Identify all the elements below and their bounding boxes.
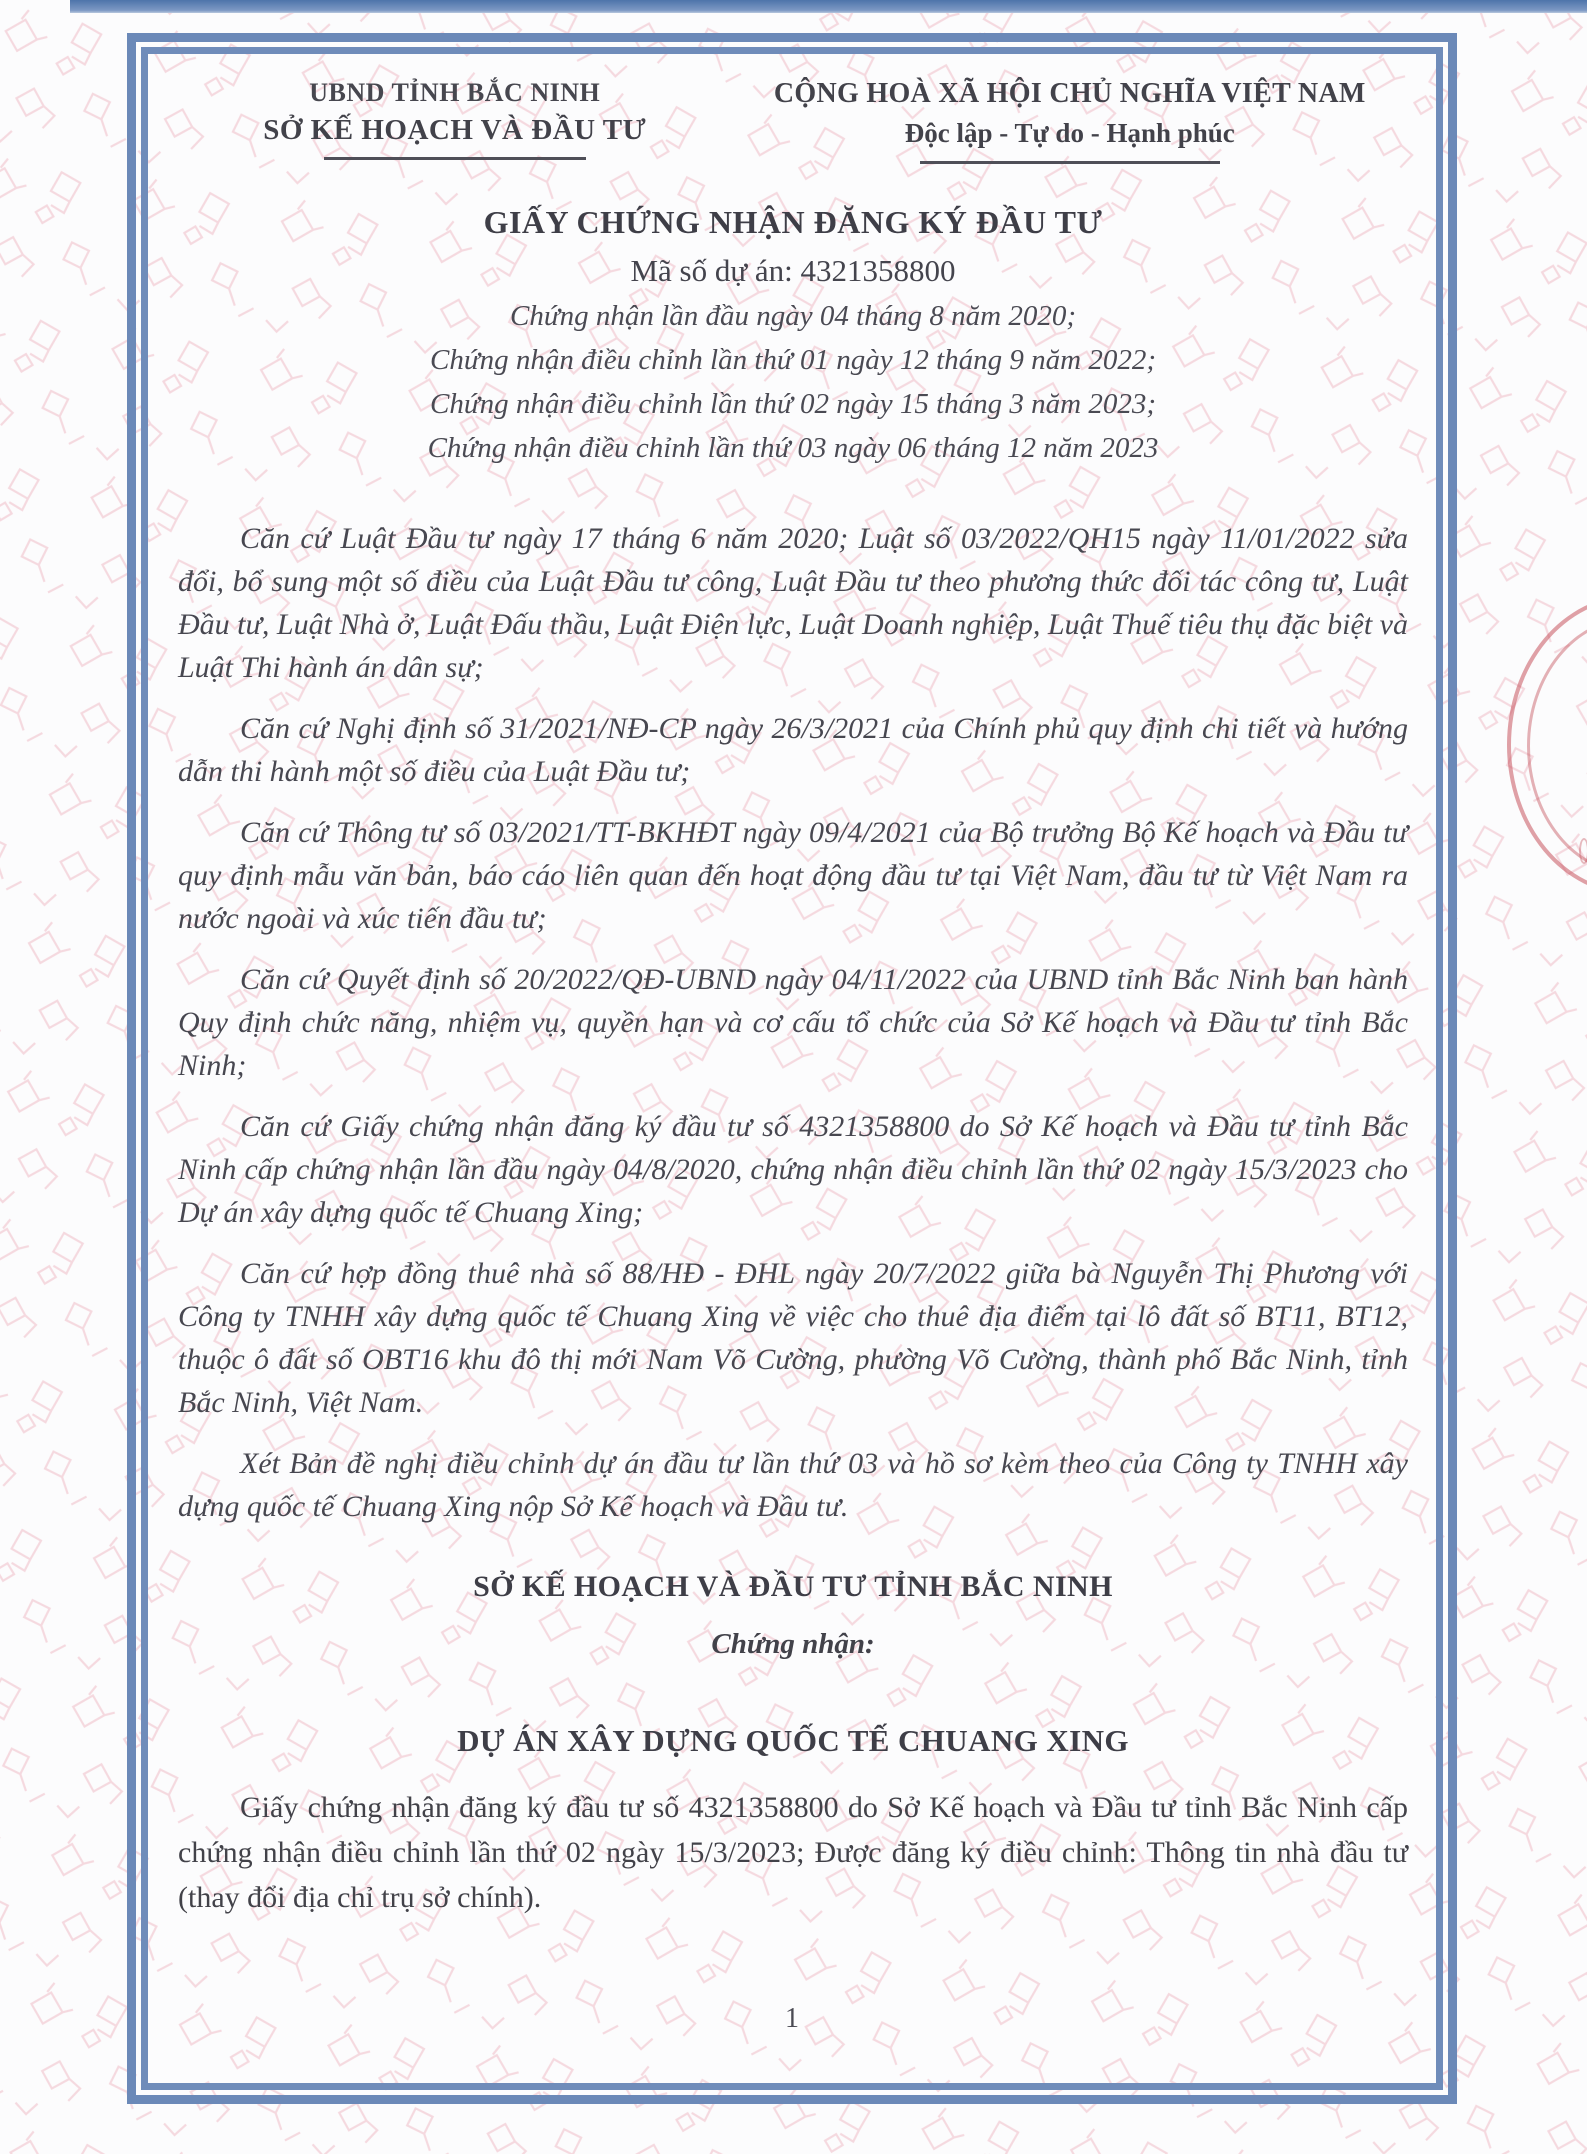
scan-edge-artifact bbox=[70, 0, 1587, 13]
certification-line: Chứng nhận điều chỉnh lần thứ 03 ngày 06 tháng 12 năm 2023 bbox=[427, 432, 1159, 464]
project-title: DỰ ÁN XÂY DỰNG QUỐC TẾ CHUANG XING bbox=[457, 1723, 1129, 1758]
certificate-border-inner bbox=[141, 47, 1443, 2090]
recital-paragraph: Xét Bản đề nghị điều chỉnh dự án đầu tư lần thứ 03 và hồ sơ kèm theo của Công ty TNHH xây dựng quốc tế Chuang Xing nộp Sở Kế hoạch và Đầu tư. bbox=[178, 1447, 1408, 1523]
certificate-border-frame bbox=[127, 33, 1457, 2104]
document-header bbox=[178, 78, 1408, 164]
recital-paragraph: Căn cứ hợp đồng thuê nhà số 88/HĐ - ĐHL ngày 20/7/2022 giữa bà Nguyễn Thị Phương với Công ty TNHH xây dựng quốc tế Chuang Xing về việc cho thuê địa điểm tại lô đất số BT11, BT12, thuộc ô đất số OBT16 khu đô thị mới Nam Võ Cường, phường Võ Cường, thành phố Bắc Ninh, tỉnh Bắc Ninh, Việt Nam. bbox=[178, 1257, 1408, 1419]
certifies-label: Chứng nhận: bbox=[711, 1628, 875, 1660]
red-stamp-mark bbox=[1579, 838, 1587, 864]
certification-line: Chứng nhận lần đầu ngày 04 tháng 8 năm 2020; bbox=[510, 300, 1076, 332]
certification-line: Chứng nhận điều chỉnh lần thứ 01 ngày 12 tháng 9 năm 2022; bbox=[430, 344, 1156, 376]
page-number: 1 bbox=[785, 2003, 799, 2034]
project-code-line: Mã số dự án: 4321358800 bbox=[630, 253, 956, 288]
issuing-agency-parent: UBND TỈNH BẮC NINH bbox=[309, 78, 601, 107]
recital-paragraph: Căn cứ Nghị định số 31/2021/NĐ-CP ngày 26/3/2021 của Chính phủ quy định chi tiết và hướng dẫn thi hành một số điều của Luật Đầu tư; bbox=[178, 712, 1408, 788]
certificate-content bbox=[148, 54, 1436, 2083]
national-motto-underline bbox=[920, 161, 1220, 164]
issuing-agency-name: SỞ KẾ HOẠCH VÀ ĐẦU TƯ bbox=[263, 114, 647, 146]
authority-heading: SỞ KẾ HOẠCH VÀ ĐẦU TƯ TỈNH BẮC NINH bbox=[473, 1570, 1113, 1603]
issuing-agency-block bbox=[178, 78, 732, 164]
recital-paragraph: Căn cứ Thông tư số 03/2021/TT-BKHĐT ngày 09/4/2021 của Bộ trưởng Bộ Kế hoạch và Đầu tư quy định mẫu văn bản, báo cáo liên quan đến hoạt động đầu tư tại Việt Nam, đầu tư từ Việt Nam ra nước ngoài và xúc tiến đầu tư; bbox=[178, 816, 1408, 935]
certification-line: Chứng nhận điều chỉnh lần thứ 02 ngày 15 tháng 3 năm 2023; bbox=[430, 388, 1156, 420]
national-motto: Độc lập - Tự do - Hạnh phúc bbox=[904, 118, 1235, 148]
certification-history bbox=[178, 300, 1408, 465]
legal-recitals bbox=[178, 517, 1408, 1528]
issuing-agency-underline bbox=[324, 157, 586, 160]
document-title: GIẤY CHỨNG NHẬN ĐĂNG KÝ ĐẦU TƯ bbox=[483, 204, 1103, 240]
closing-paragraph: Giấy chứng nhận đăng ký đầu tư số 4321358800 do Sở Kế hoạch và Đầu tư tỉnh Bắc Ninh cấp chứng nhận điều chỉnh lần thứ 02 ngày 15/3/2023; Được đăng ký điều chỉnh: Thông tin nhà đầu tư (thay đổi địa chỉ trụ sở chính). bbox=[178, 1791, 1408, 1914]
recital-paragraph: Căn cứ Giấy chứng nhận đăng ký đầu tư số 4321358800 do Sở Kế hoạch và Đầu tư tỉnh Bắc Ninh cấp chứng nhận lần đầu ngày 04/8/2020, chứng nhận điều chỉnh lần thứ 02 ngày 15/3/2023 cho Dự án xây dựng quốc tế Chuang Xing; bbox=[178, 1110, 1408, 1229]
recital-paragraph: Căn cứ Luật Đầu tư ngày 17 tháng 6 năm 2020; Luật số 03/2022/QH15 ngày 11/01/2022 sửa đổi, bổ sung một số điều của Luật Đầu tư công, Luật Đầu tư theo phương thức đối tác công tư, Luật Đầu tư, Luật Nhà ở, Luật Đấu thầu, Luật Điện lực, Luật Doanh nghiệp, Luật Thuế tiêu thụ đặc biệt và Luật Thi hành án dân sự; bbox=[178, 522, 1408, 684]
national-title: CỘNG HOÀ XÃ HỘI CHỦ NGHĨA VIỆT NAM bbox=[773, 78, 1366, 109]
national-motto-block bbox=[732, 78, 1409, 164]
recital-paragraph: Căn cứ Quyết định số 20/2022/QĐ-UBND ngày 04/11/2022 của UBND tỉnh Bắc Ninh ban hành Quy định chức năng, nhiệm vụ, quyền hạn và cơ cấu tổ chức của Sở Kế hoạch và Đầu tư tỉnh Bắc Ninh; bbox=[178, 963, 1408, 1082]
